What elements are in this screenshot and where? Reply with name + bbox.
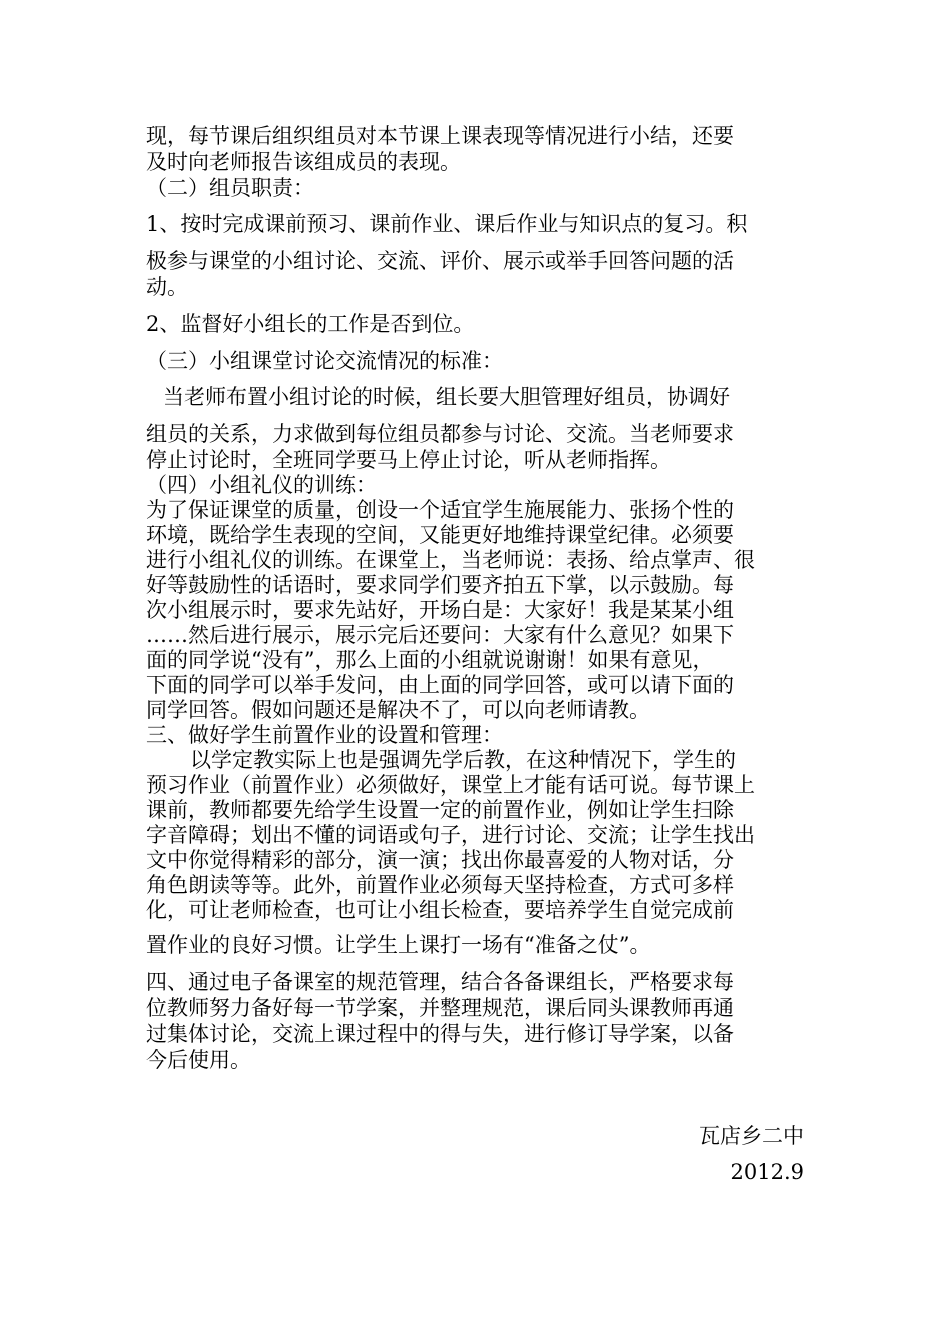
body-line: 动。	[146, 275, 188, 299]
body-line: ……然后进行展示，展示完后还要问：大家有什么意见？如果下	[146, 623, 734, 647]
body-line: 化，可让老师检查，也可让小组长检查，要培养学生自觉完成前	[146, 898, 734, 922]
body-line: 进行小组礼仪的训练。在课堂上，当老师说：表扬、给点掌声、很	[146, 548, 755, 572]
body-line: 下面的同学可以举手发问，由上面的同学回答，或可以请下面的	[146, 673, 734, 697]
body-line: 环境，既给学生表现的空间，又能更好地维持课堂纪律。必须要	[146, 523, 734, 547]
body-line: 极参与课堂的小组讨论、交流、评价、展示或举手回答问题的活	[146, 249, 734, 273]
body-line: 今后使用。	[146, 1048, 251, 1072]
body-line: 字音障碍；划出不懂的词语或句子，进行讨论、交流；让学生找出	[146, 823, 755, 847]
body-line: 以学定教实际上也是强调先学后教，在这种情况下，学生的	[190, 748, 736, 772]
body-line: 文中你觉得精彩的部分，演一演；找出你最喜爱的人物对话，分	[146, 848, 734, 872]
body-line: 预习作业（前置作业）必须做好，课堂上才能有话可说。每节课上	[146, 773, 755, 797]
section-heading-2: （二）组员职责：	[146, 176, 314, 200]
body-line: 2、监督好小组长的工作是否到位。	[146, 312, 475, 336]
body-line: 同学回答。假如问题还是解决不了，可以向老师请教。	[146, 698, 650, 722]
section-heading-3: （三）小组课堂讨论交流情况的标准：	[146, 349, 503, 373]
body-line: 过集体讨论，交流上课过程中的得与失，进行修订导学案，以备	[146, 1022, 734, 1046]
body-line: 组员的关系，力求做到每位组员都参与讨论、交流。当老师要求	[146, 422, 734, 446]
body-line: 角色朗读等等。此外，前置作业必须每天坚持检查，方式可多样	[146, 873, 734, 897]
body-line: 次小组展示时，要求先站好，开场白是：大家好！我是某某小组	[146, 598, 734, 622]
body-line: 停止讨论时，全班同学要马上停止讨论，听从老师指挥。	[146, 448, 671, 472]
body-line: 课前，教师都要先给学生设置一定的前置作业，例如让学生扫除	[146, 798, 734, 822]
body-line: 为了保证课堂的质量，创设一个适宜学生施展能力、张扬个性的	[146, 498, 734, 522]
body-line: 面的同学说“没有”，那么上面的小组就说谢谢！如果有意见，	[146, 648, 714, 672]
body-line: 当老师布置小组讨论的时候，组长要大胆管理好组员，协调好	[163, 385, 730, 409]
body-line: 置作业的良好习惯。让学生上课打一场有“准备之仗”。	[146, 933, 651, 957]
body-line: 位教师努力备好每一节学案，并整理规范，课后同头课教师再通	[146, 996, 734, 1020]
body-line: 及时向老师报告该组成员的表现。	[146, 150, 461, 174]
section-heading-4: （四）小组礼仪的训练：	[146, 473, 377, 497]
signature-organization: 瓦店乡二中	[699, 1124, 804, 1148]
section-heading-four: 四、通过电子备课室的规范管理，结合各备课组长，严格要求每	[146, 970, 734, 994]
section-heading-three: 三、做好学生前置作业的设置和管理：	[146, 723, 503, 747]
body-line: 现，每节课后组织组员对本节课上课表现等情况进行小结，还要	[146, 124, 734, 148]
body-line: 1、按时完成课前预习、课前作业、课后作业与知识点的复习。积	[146, 212, 748, 236]
signature-date: 2012.9	[730, 1160, 804, 1184]
body-line: 好等鼓励性的话语时，要求同学们要齐拍五下掌，以示鼓励。每	[146, 573, 734, 597]
